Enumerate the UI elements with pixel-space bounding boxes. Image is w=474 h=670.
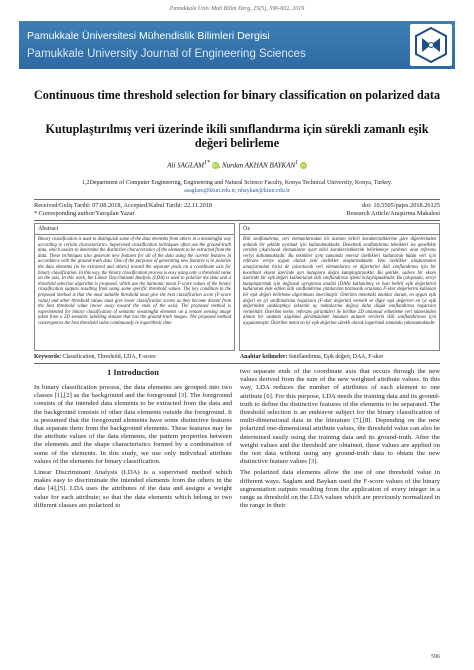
abstract-heading: Abstract xyxy=(35,224,234,235)
running-header: Pamukkale Univ Muh Bilim Derg, 25(5), 596-602, 2019 xyxy=(169,6,305,12)
author-emails[interactable]: asaglam@ktun.edu.tr, nbaykan@ktun.edu.tr xyxy=(184,188,290,194)
right-column xyxy=(240,368,440,513)
journal-name-tr: Pamukkale Üniversitesi Mühendislik Bilimleri Dergisi xyxy=(27,30,270,42)
author-separator: , xyxy=(218,161,223,170)
orcid-icon[interactable]: iD xyxy=(301,163,306,169)
intro-paragraph-1: In binary classification process, the data elements are grouped into two classes [1],[2] as the background and the foreground [3]. The foreground consists of the intended data elements to be extracted from the data and the background consists of other data elements outside the foreground. It is presumed that the foreground elements have some distinctive features that separate them from the background elements. These features may be the attribute values of the data elements, the pattern properties between the elements and the shape characteristics formed by a combination of some of the elements. In this study, we use only individual attribute values of the elements for binary classification. xyxy=(34,384,232,465)
oz-text: İkili sınıflandırma, veri elemanlarından bir kısmını belirli karakteristiklerine göre diğerlerinden anlamlı bir şekilde ayırmak için kullanılmaktadır. Denetimli sınıflandırma teknikleri ise genellikle veriden çıkarılacak elemanların ayırt edici karakteristiklerini belirlemeye yardımcı olan referans veriyi kullanmaktadır. Bu teknikler aynı zamanda mevcut özellikleri kullanarak bütün veri için referans veriye uygun olarak yeni özellikler oluşturmaktadır. Yeni özellikler oluşturmanın amaçlarından birisi de çıkarılacak veri elemanlarını ve diğerlerini ikili sınıflandırma için bir koordinat ekseni üzerinde ayrı kutuplara doğru kutuplaştırmaktır. Bu şekilde, sadece bir eksen üzerinde bir eşik değeri kullanılarak ikili sınıflandırma işlemi kolaylaşmaktadır. Bu çalışmada, veriyi kutuplaştırmak için doğrusal ayrıştırma analizi (DAA) kullanılmış ve bazı belirli eşik değerlerini kullanarak elde edilen ikili sınıflandırma çıktılarının harmonik ortalama F-skor değerlerini kullanan bir eşik değeri belirleme algoritması önerilmiştir. Önerilen metottaki anahtar durum, en uygun eşik değeri en iyi sınıflandırma başarısını (F-skor değerini) vermeli ve diğer eşik değerleri en iyi eşik değerinden uzaklaştıkça (eksenin uç noktalarına doğru) daha düşük sınıflandırma başarısını vermelidir. Önerilen metot, referans görüntüleri ile birlikte 2D anlamsal etiketleme veri kümesinden alınan bir uzaktan algılama görüntüsünde bulunan anlamlı verilerin ikili sınıflandırması için uygulanmıştır. Önerilen metot en iyi eşik değerine sürekli olarak logaritmik zamanda yakınsamaktadır. xyxy=(243,237,436,326)
abstract-box xyxy=(34,223,235,351)
author-1-sup: 1* xyxy=(203,160,210,166)
anahtar-label: Anahtar kelimeler: xyxy=(240,354,288,360)
keywords xyxy=(34,354,156,360)
keywords-text: Classification, Threshold, LDA, F-score xyxy=(62,354,156,360)
orcid-icon[interactable]: iD xyxy=(212,163,218,169)
paper-title-en: Continuous time threshold selection for binary classification on polarized data xyxy=(33,88,441,102)
oz-heading: Öz xyxy=(240,224,439,235)
keywords-label: Keywords: xyxy=(34,354,62,360)
author-2: Nurdan AKHAN BAYKAN xyxy=(222,161,296,170)
received-accepted: Received/Geliş Tarihi: 07.08.2018, Accepted/Kabul Tarihi: 22.11.2018 xyxy=(34,202,213,209)
divider xyxy=(34,220,440,221)
doi[interactable]: doi: 10.5505/pajes.2018.26125 xyxy=(361,202,440,209)
author-2-sup: 1 xyxy=(295,160,299,166)
divider xyxy=(34,363,440,364)
intro-paragraph-3: two separate ends of the coordinate axis that occurs through the new values derived from the sum of the new weighted attribute values. In this way, LDA reduces the number of attributes of each element to one attribute [6]. For this purpose, LDA needs the training data and its ground-truth to define the distinctive features of the elements to be separated. The threshold selection is an endeavor subject for the binary classification of multi-dimensional data in the literature [7],[8]. Depending on the new polarized one-dimensional attribute values, the threshold value can also be determined easily using the training data and its ground-truth. After the weight values and the threshold are obtained, these values are applied on the test data without using any ground-truth data to obtain the new distinctive feature values [3]. xyxy=(240,368,440,466)
page-number: 596 xyxy=(431,654,440,660)
article-type: Research Article/Araştırma Makalesi xyxy=(346,210,440,217)
left-column xyxy=(34,384,232,513)
intro-paragraph-2: Linear Discriminant Analysis (LDA) is a supervised method which makes easy to discriminate the intended elements from the others in the data [4],[5]. LDA uses the attributes of the data and assigns a weight value for each attribute; so that the data elements which belong to two different classes are polarized to xyxy=(34,469,232,509)
author-1: Ali SAGLAM xyxy=(167,161,204,170)
paper-title-tr: Kutuplaştırılmış veri üzerinde ikili sınıflandırma için sürekli zamanlı eşik değeri belirleme xyxy=(45,122,429,150)
affiliation xyxy=(30,179,444,195)
journal-name-en: Pamukkale University Journal of Engineering Sciences xyxy=(27,48,306,60)
intro-paragraph-4: The polarized data elements allow the use of one threshold value in different ways. Saglam and Baykan used the F-score values of the binary segmentation outputs resulting from the application of every integer in a range as threshold on the LDA values which are previously normalized in the range in their xyxy=(240,469,440,510)
section-heading-introduction: 1 Introduction xyxy=(107,368,159,377)
anahtar-text: Sınıflandırma, Eşik değeri, DAA, F-skor xyxy=(288,354,384,360)
author-line xyxy=(0,160,474,169)
article-meta xyxy=(34,202,440,218)
journal-banner xyxy=(19,21,455,69)
journal-logo-icon xyxy=(410,24,452,66)
abstract-text: Binary classification is used to distinguish some of the data elements from others in a meaningful way according to certain characteristics. Supervised classification techniques often use the ground-truth data, which assists to determine the distinctive characteristics of the elements to be extracted from the data. These techniques also generate new features for all of the data using the current features in accordance with the ground-truth data. One of the purposes of generating new features is to polarize the data elements (to be extracted and others) toward the separate pools on a coordinate axis for binary classification. In this way, the binary classification process is easy using only a threshold value on the axis. In this work, the Linear Discriminant Analysis (LDA) is used to polarize the data and a threshold selection algorithm is proposed, which use the harmonic mean F-score values of the binary classification outputs resulting from using some specific threshold values. The key condition in the proposed method is that the most suitable threshold must give the best classification score (F-score value) and other threshold values must give lower classification scores as they become distant from the best threshold value (move away toward the ends of the axis). The proposed method is experimented for binary classification of semantic meaningful elements on a remote sensing image taken from a 2D semantic labelling dataset that has the ground-truth images. The proposed method convergences the best threshold value continuously in logarithmic time. xyxy=(38,237,231,326)
corresponding-author: * Corresponding author/Yazışılan Yazar xyxy=(34,210,135,217)
divider xyxy=(34,199,440,200)
anahtar-kelimeler xyxy=(240,354,383,360)
oz-box xyxy=(239,223,440,351)
affiliation-text: 1,2Department of Computer Engineering, Engineering and Natural Science Faculty, Konya Technical University, Konya, Turkey. xyxy=(81,180,393,186)
